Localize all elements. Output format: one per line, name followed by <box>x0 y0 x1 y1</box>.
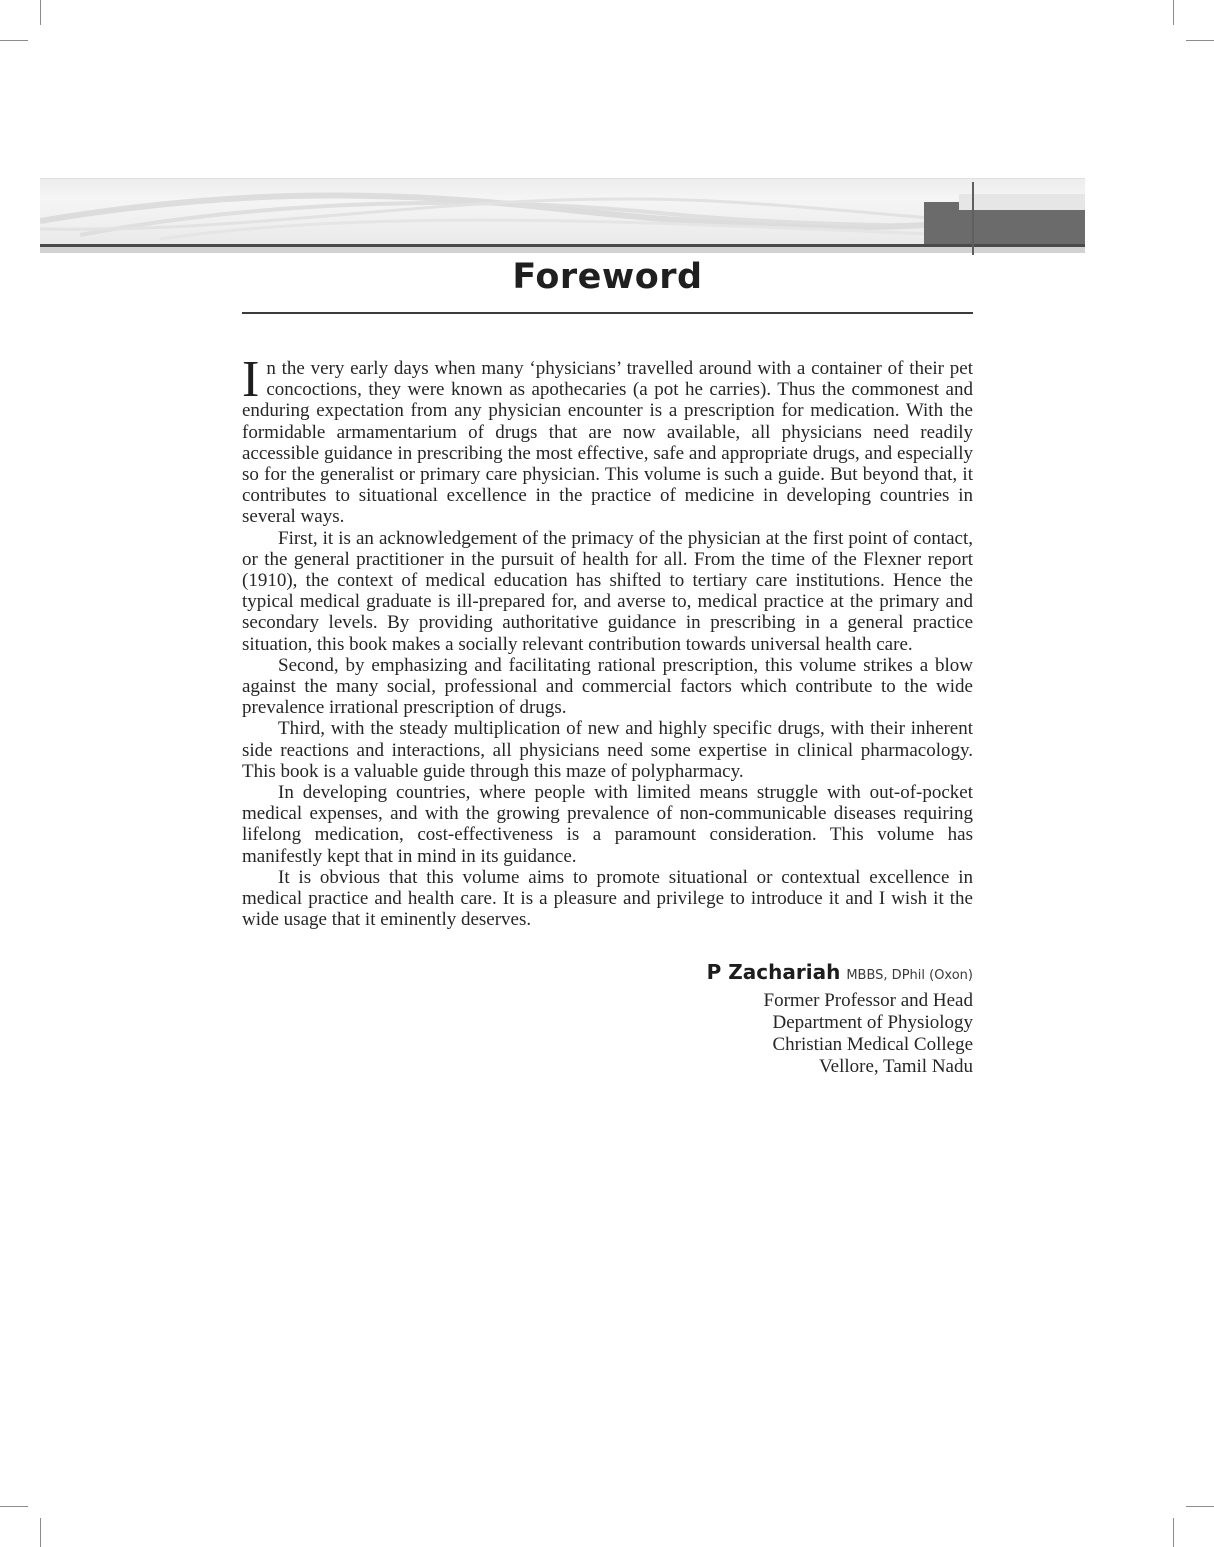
crop-mark-top-right-vertical <box>1173 0 1174 25</box>
banner-small-dark-block <box>924 202 959 244</box>
signature-line: Christian Medical College <box>772 1034 973 1056</box>
paragraph: In developing countries, where people with limited means struggle with out-of-pocket medical expenses, and with the growing prevalence of non-communicable diseases requiring lifelong medication, cost-effectiveness is a paramount consideration. This volume has manifestly kept that in mind in its guidance. <box>242 782 973 867</box>
paragraph: First, it is an acknowledgement of the primacy of the physician at the first point of contact, or the general practitioner in the pursuit of health for all. From the time of the Flexner report (1910), the context of medical education has shifted to tertiary care institutions. Hence the typical medical graduate is ill-prepared for, and averse to, medical practice at the primary and secondary levels. By providing authoritative guidance in prescribing in a general practice situation, this book makes a socially relevant contribution towards universal health care. <box>242 527 973 655</box>
drop-cap: I <box>242 351 260 408</box>
banner-bottom-strip <box>40 247 1085 253</box>
crop-mark-bottom-right-horizontal <box>1186 1506 1214 1507</box>
trim-mark-vertical <box>972 182 974 255</box>
crop-mark-top-right-horizontal <box>1186 40 1214 41</box>
foreword-content <box>242 256 973 1078</box>
crop-mark-bottom-left-horizontal <box>0 1506 28 1507</box>
signature-name: P Zachariah <box>706 960 841 985</box>
signature-line: Former Professor and Head <box>763 990 973 1012</box>
crop-mark-top-left-horizontal <box>0 40 28 41</box>
banner-light-block <box>959 194 1085 210</box>
crop-mark-top-left-vertical <box>40 0 41 25</box>
signature-line: Department of Physiology <box>772 1012 973 1034</box>
header-banner <box>40 178 1085 253</box>
foreword-body <box>242 351 973 931</box>
paragraph-first <box>242 351 973 528</box>
banner-large-dark-block <box>959 210 1085 244</box>
title-rule <box>242 312 973 314</box>
signature-block <box>242 960 973 1078</box>
signature-credentials: MBBS, DPhil (Oxon) <box>846 968 973 984</box>
paragraph: Second, by emphasizing and facilitating rational prescription, this volume strikes a blow against the many social, professional and commercial factors which contribute to the wide prevalence irrational prescription of drugs. <box>242 654 973 719</box>
paragraph-first-text: n the very early days when many ‘physicians’ travelled around with a container of their pet concoctions, they were known as apothecaries (a pot he carries). Thus the commonest and enduring expectation from any physician encounter is a prescription for medication. With the formidable armamentarium of drugs that are now available, all physicians need readily accessible guidance in prescribing the most effective, safe and appropriate drugs, and especially so for the generalist or primary care physician. This volume is such a guide. But beyond that, it contributes to situational excellence in the practice of medicine in developing countries in several ways. <box>242 358 973 528</box>
paragraph: It is obvious that this volume aims to promote situational or contextual excellence in medical practice and health care. It is a pleasure and privilege to introduce it and I wish it the wide usage that it eminently deserves. <box>242 866 973 931</box>
crop-mark-bottom-left-vertical <box>40 1518 41 1547</box>
page-title: Foreword <box>512 257 703 297</box>
crop-mark-bottom-right-vertical <box>1173 1518 1174 1547</box>
signature-name-row <box>242 960 973 988</box>
signature-line: Vellore, Tamil Nadu <box>819 1056 973 1078</box>
paragraph: Third, with the steady multiplication of new and highly specific drugs, with their inherent side reactions and interactions, all physicians need some expertise in clinical pharmacology. This book is a valuable guide through this maze of polypharmacy. <box>242 718 973 782</box>
